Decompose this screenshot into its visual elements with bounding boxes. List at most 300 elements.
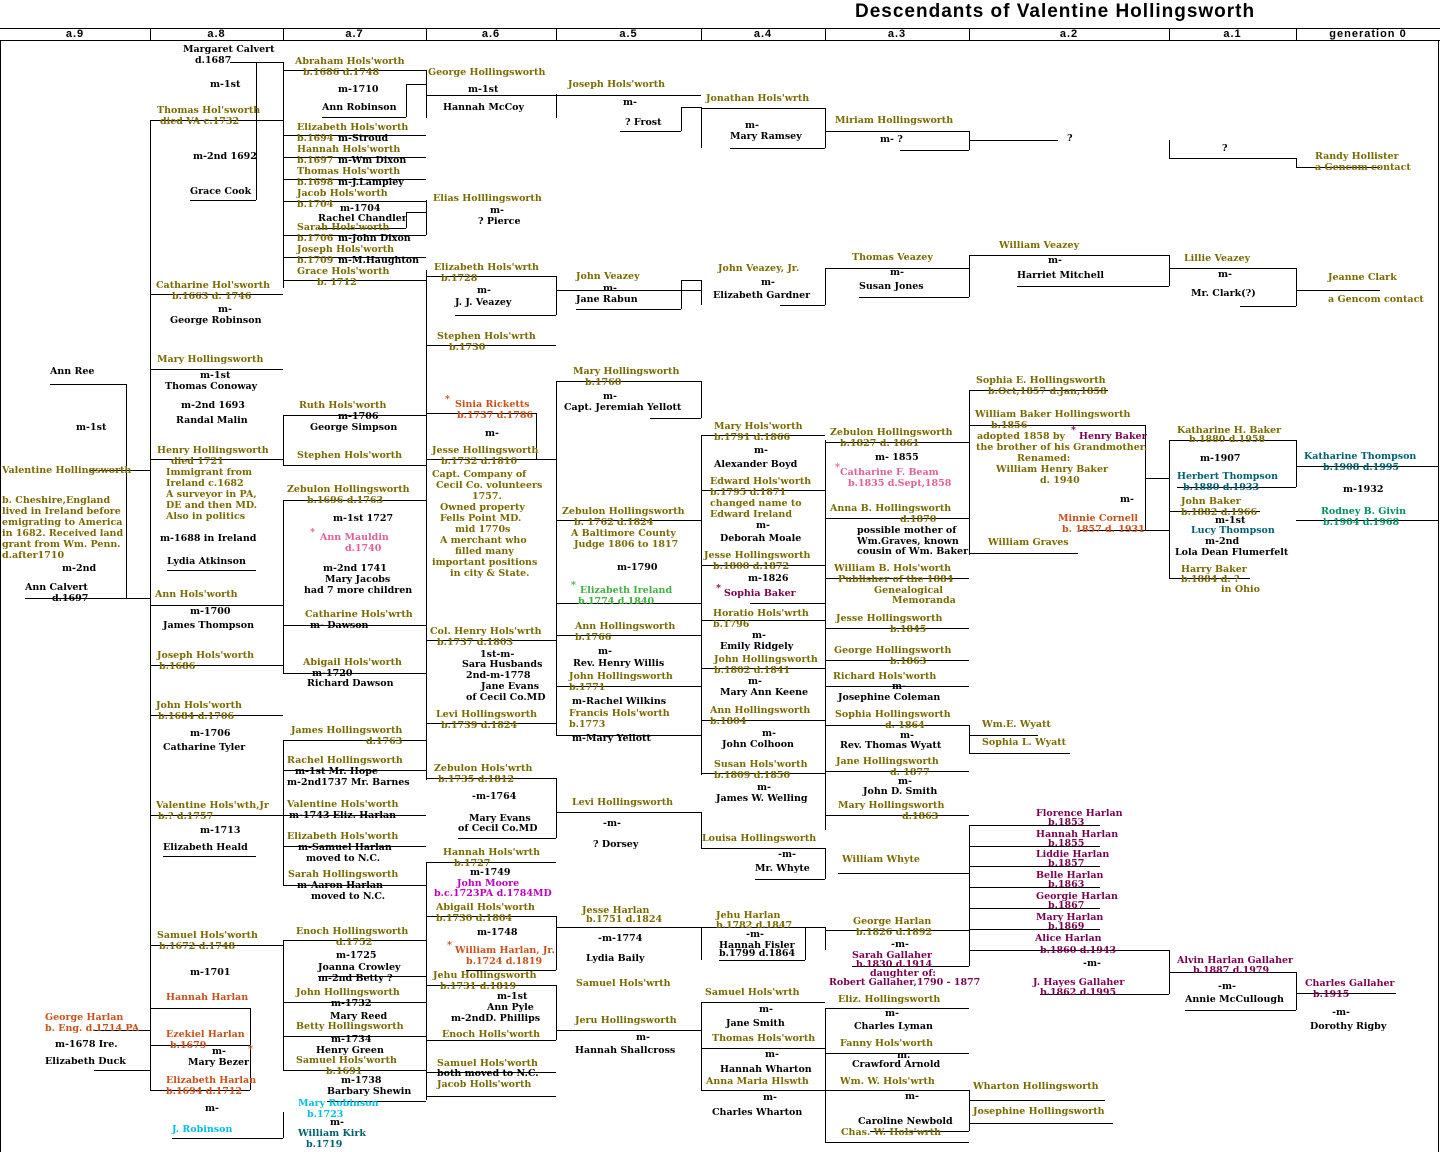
person-label: Ann Mauldin — [320, 532, 389, 543]
person-label: ? Pierce — [478, 216, 521, 227]
person-label: b.1795 d.1871 — [710, 487, 787, 498]
person-label: Josephine Coleman — [838, 692, 941, 703]
person-label: James Thompson — [163, 620, 255, 631]
person-label: b.1727 — [454, 858, 491, 869]
person-label: Stephen Hols'wrth — [437, 331, 536, 342]
person-label: Hannah Harlan — [166, 992, 249, 1003]
person-label: b.1856 — [991, 420, 1028, 431]
person-label: John Moore — [457, 878, 520, 889]
person-label: Sophia E. Hollingsworth — [976, 375, 1106, 386]
person-label: Hannah Wharton — [720, 1064, 812, 1075]
person-label: d.after1710 — [2, 550, 65, 561]
person-label: Jacob Holls'worth — [437, 1079, 532, 1090]
person-label: William Whyte — [842, 854, 920, 865]
generation-label: generation 0 — [1329, 28, 1407, 40]
person-label: Mary Hols'worth — [714, 421, 803, 432]
person-label: -m- — [778, 849, 796, 860]
person-label: b.1882 d.1966 — [1181, 507, 1258, 518]
person-label: -m- — [1332, 1007, 1350, 1018]
person-label: b.1857 — [1048, 858, 1085, 869]
person-label: b.1732 d.1810 — [441, 456, 518, 467]
person-label: Horatio Hols'wrth — [713, 608, 809, 619]
person-label: b.1915 — [1313, 989, 1350, 1000]
person-label: Sophia L. Wyatt — [982, 737, 1067, 748]
person-label: Rev. Thomas Wyatt — [840, 740, 942, 751]
person-label: b.1697 — [297, 155, 334, 166]
person-label: John D. Smith — [863, 786, 938, 797]
person-label: b.1880 d.1933 — [1183, 482, 1260, 493]
person-label: Eliz. Hollingsworth — [838, 994, 941, 1005]
generation-label: a.4 — [753, 28, 773, 40]
person-label: ? — [1222, 143, 1228, 154]
person-label: Georgie Harlan — [1036, 891, 1118, 902]
person-label: m- — [752, 630, 766, 641]
person-label: m- — [485, 428, 499, 439]
person-label: Ann Hols'worth — [155, 589, 238, 600]
person-label: Mary Robinson — [298, 1098, 379, 1109]
person-label: Jane Smith — [726, 1018, 785, 1029]
person-label: b.? d.1757 — [158, 811, 214, 822]
person-label: Zebulon Hols'wrth — [434, 763, 533, 774]
person-label: b.1908 d.1995 — [1323, 462, 1400, 473]
person-label: m-1st — [1215, 515, 1246, 526]
person-label: m-1720 — [312, 668, 353, 679]
person-label: Alvin Harlan Gallaher — [1177, 955, 1294, 966]
person-label: m-1688 in Ireland — [160, 533, 257, 544]
person-label: Judge 1806 to 1817 — [574, 539, 679, 550]
generation-label: a.3 — [887, 28, 907, 40]
person-label: m-1st — [468, 84, 499, 95]
person-label: d.1763 — [366, 736, 403, 747]
person-label: m-1st Mr. Hope — [295, 766, 378, 777]
person-label: a Gencom contact — [1315, 162, 1411, 173]
person-label: m- — [1048, 255, 1062, 266]
person-label: m- — [745, 120, 759, 131]
person-label: m-M.Haughton — [338, 255, 420, 266]
person-label: Ann Hollingsworth — [710, 705, 811, 716]
person-label: Wm.Graves, known — [857, 536, 959, 547]
person-label: b.1760 — [585, 377, 622, 388]
person-label: b.1830 d.1914 — [856, 959, 933, 970]
person-label: William Henry Baker — [996, 464, 1109, 475]
person-label: Thomas Conoway — [165, 381, 258, 392]
generation-label: a.5 — [619, 28, 638, 40]
person-label: m-1749 — [470, 867, 511, 878]
person-label: m-2nd Betty ? — [318, 973, 393, 984]
person-label: Sarah Hollingsworth — [288, 869, 399, 880]
person-label: Elizabeth Gardner — [713, 290, 811, 301]
person-label: Mr. Clark(?) — [1191, 288, 1256, 299]
person-label: b.1724 d.1819 — [466, 956, 543, 967]
person-label: Abraham Hols'worth — [295, 56, 405, 67]
person-label: A merchant who — [440, 535, 527, 546]
person-label: lived in Ireland before — [2, 506, 121, 517]
person-label: Hannah Fisler — [719, 940, 795, 951]
person-label: James Hollingsworth — [291, 725, 403, 736]
person-label: Capt. Company of — [432, 469, 527, 480]
chart-title: Descendants of Valentine Hollingsworth — [855, 1, 1256, 22]
person-label: m-1701 — [190, 967, 231, 978]
person-label: b. 1712 — [317, 277, 357, 288]
person-label: b.1730 — [449, 342, 486, 353]
person-label: Jacob Hols'worth — [297, 188, 388, 199]
person-label: cousin of Wm. Baker — [857, 546, 969, 557]
person-label: Mary Ann Keene — [720, 687, 809, 698]
person-label: Jonathan Hols'wrth — [706, 93, 810, 104]
person-label: m- — [885, 1008, 899, 1019]
person-label: Thomas Hols'worth — [297, 166, 401, 177]
person-label: m-1st — [497, 991, 528, 1002]
person-label: George Hollingsworth — [834, 645, 952, 656]
person-label: b.1887 d.1979 — [1193, 965, 1270, 976]
person-label: m- — [898, 776, 912, 787]
person-label: m-1748 — [477, 927, 518, 938]
person-label: Thomas Veazey — [852, 252, 933, 263]
generation-label: a.9 — [65, 28, 85, 40]
person-label: in city & State. — [450, 568, 530, 579]
person-label: m- — [1218, 269, 1232, 280]
generation-label: a.2 — [1059, 28, 1079, 40]
person-label: b.1739 d.1824 — [441, 720, 518, 731]
person-label: m-1734 — [331, 1034, 372, 1045]
person-label: b.1796 — [713, 619, 750, 630]
person-label: died 1721 — [171, 456, 224, 467]
person-label: Jane Rabun — [576, 294, 638, 305]
person-label: John Baker — [1181, 496, 1241, 507]
person-label: daughter of: — [870, 968, 936, 979]
person-label: Margaret Calvert — [183, 44, 275, 55]
person-label: Crawford Arnold — [852, 1059, 941, 1070]
person-label: Jehu Harlan — [716, 910, 781, 921]
person-label: possible mother of — [857, 525, 957, 536]
person-label: Ireland c.1682 — [166, 478, 244, 489]
person-label: b.1800 d.1872 — [713, 561, 790, 572]
person-label: m-1st — [76, 422, 107, 433]
person-label: filled many — [455, 546, 514, 557]
person-label: Charles Lyman — [854, 1021, 933, 1032]
person-label: Lydia Atkinson — [167, 556, 246, 567]
person-label: Elizabeth Hols'worth — [297, 122, 409, 133]
person-label: m-1706 — [338, 411, 379, 422]
person-label: b.1862 d.1995 — [1040, 987, 1117, 998]
person-label: Liddie Harlan — [1036, 849, 1110, 860]
person-label: b.1686 d.1748 — [303, 67, 380, 78]
person-label: Rachel Hollingsworth — [287, 755, 403, 766]
person-label: m-Wm Dixon — [338, 155, 407, 166]
person-label: b. 1762 d.1824 — [574, 517, 654, 528]
person-label: m- — [765, 1049, 779, 1060]
person-label: Harriet Mitchell — [1017, 270, 1104, 281]
person-label: m- — [218, 304, 232, 315]
person-label: d.1697 — [52, 593, 89, 604]
person-label: * — [835, 462, 840, 473]
person-label: died VA c.1732 — [160, 116, 240, 127]
person-label: adopted 1858 by — [977, 431, 1066, 442]
person-label: Elizabeth Hols'worth — [287, 831, 399, 842]
person-label: Mary Jacobs — [325, 574, 391, 585]
person-label: b.1735 d.1812 — [438, 774, 515, 785]
person-label: Anna Maria Hlswth — [706, 1076, 809, 1087]
person-label: b.1694 — [297, 133, 334, 144]
person-label: Zebulon Hollingsworth — [830, 427, 953, 438]
person-label: m-1678 Ire. — [55, 1039, 118, 1050]
person-label: Hannah Harlan — [1036, 829, 1119, 840]
person-label: Wharton Hollingsworth — [973, 1081, 1099, 1092]
person-label: b.1863 — [1048, 879, 1085, 890]
person-label: George Simpson — [310, 422, 398, 433]
person-label: m. — [897, 1050, 911, 1061]
person-label: m- — [205, 1103, 219, 1114]
person-label: m- — [763, 1092, 777, 1103]
person-label: Chas. W. Hols'wrth — [841, 1127, 942, 1138]
person-label: Mary Evans — [469, 813, 531, 824]
person-label: Memoranda — [892, 595, 956, 606]
person-label: Elizabeth Hols'wrth — [434, 262, 539, 273]
person-label: m- — [905, 1091, 919, 1102]
person-label: Rachel Chandler — [318, 213, 407, 224]
person-label: Elizabeth Duck — [45, 1056, 126, 1067]
person-label: Susan Jones — [859, 281, 924, 292]
person-label: Caroline Newbold — [858, 1116, 953, 1127]
person-label: Miriam Hollingsworth — [835, 115, 954, 126]
person-label: Renamed: — [1017, 453, 1071, 464]
person-label: mid 1770s — [455, 524, 511, 535]
person-label: Mr. Whyte — [755, 863, 810, 874]
person-label: Sara Husbands — [462, 659, 543, 670]
person-label: b.c.1723PA d.1784MD — [434, 888, 552, 899]
person-label: George Hollingsworth — [428, 67, 546, 78]
person-label: b. Eng. d.1714 PA — [45, 1023, 140, 1034]
person-label: m-1704 — [340, 203, 381, 214]
person-label: m-2nd 1692 — [193, 151, 257, 162]
person-label: -m- — [891, 939, 909, 950]
person-label: Elizabeth Ireland — [580, 585, 673, 596]
person-label: Grace Hols'worth — [297, 266, 390, 277]
person-label: -m- — [1083, 958, 1101, 969]
person-label: Genealogical — [874, 585, 944, 596]
person-label: William B. Hols'worth — [834, 563, 952, 574]
person-label: Thomas Hols'worth — [712, 1033, 816, 1044]
person-label: the brother of his Grandmother. — [976, 442, 1148, 453]
person-label: m-Samuel Harlan — [298, 842, 392, 853]
person-label: m-Rachel Wilkins — [572, 696, 667, 707]
person-label: Betty Hollingsworth — [296, 1021, 404, 1032]
person-label: Mary Hollingsworth — [157, 354, 264, 365]
person-label: William Graves — [988, 537, 1069, 548]
person-label: b.1782 d.1847 — [716, 920, 793, 931]
person-label: John Hollingsworth — [714, 654, 818, 665]
person-label: m- — [748, 676, 762, 687]
person-label: Thomas Hol'sworth — [157, 105, 261, 116]
person-label: d.1740 — [345, 543, 382, 554]
person-label: m-1932 — [1343, 484, 1384, 495]
person-label: moved to N.C. — [311, 891, 386, 902]
person-label: Ezekiel Harlan — [166, 1029, 245, 1040]
person-label: Levi Hollingsworth — [572, 797, 674, 808]
person-label: b.1860 d.1943 — [1040, 945, 1117, 956]
person-label: William Baker Hollingsworth — [975, 409, 1131, 420]
person-label: b.1686 — [159, 661, 196, 672]
person-label: Herbert Thompson — [1177, 471, 1279, 482]
person-label: Publisher of the 1884 — [838, 574, 954, 585]
person-label: Dorothy Rigby — [1310, 1021, 1387, 1032]
person-label: James W. Welling — [716, 793, 808, 804]
person-label: Col. Henry Hols'wrth — [430, 626, 542, 637]
person-label: Randal Malin — [176, 415, 248, 426]
person-label: b.1737 d.1803 — [437, 637, 514, 648]
person-label: b.1730 d.1804 — [436, 913, 513, 924]
person-label: b.1855 — [1048, 838, 1085, 849]
person-label: Jane Evans — [481, 681, 540, 692]
person-label: d. 1877 — [890, 767, 930, 778]
person-label: b.1719 — [306, 1139, 343, 1150]
person-label: d.1752 — [336, 937, 373, 948]
person-label: Jane Hollingsworth — [836, 756, 939, 767]
person-label: m- — [603, 283, 617, 294]
person-label: Barbary Shewin — [327, 1086, 412, 1097]
person-label: m-1st 1727 — [333, 513, 394, 524]
person-label: Richard Hols'worth — [833, 671, 937, 682]
person-label: d.1687 — [195, 55, 232, 66]
person-label: Henry Green — [316, 1045, 384, 1056]
person-label: b.1691 — [326, 1066, 363, 1077]
person-label: Samuel Hols'worth — [157, 930, 258, 941]
person-label: Edward Hols'worth — [710, 476, 812, 487]
person-label: J. Robinson — [172, 1124, 233, 1135]
person-label: important positions — [432, 557, 538, 568]
person-label: b.1696 d.1763 — [307, 495, 384, 506]
person-label: m- — [762, 728, 776, 739]
person-label: John Hollingsworth — [296, 987, 400, 998]
person-label: Joanna Crowley — [318, 962, 401, 973]
person-label: m-Aaron Harlan — [297, 880, 383, 891]
person-label: b.1663 d. 1746 — [172, 291, 252, 302]
person-label: Mary Hollingsworth — [573, 366, 680, 377]
person-label: Jesse Hollingsworth — [432, 445, 539, 456]
person-label: Mary Hollingsworth — [838, 800, 945, 811]
person-label: Grace Cook — [190, 186, 252, 197]
person-label: b.1706 — [297, 233, 334, 244]
person-label: b.1672 d.1748 — [159, 941, 236, 952]
person-label: Henry Hollingsworth — [157, 445, 269, 456]
person-label: of Cecil Co.MD — [466, 692, 546, 703]
person-label: John Veazey — [576, 271, 640, 282]
person-label: Mary Ramsey — [730, 131, 802, 142]
person-label: -m- — [603, 818, 621, 829]
person-label: Stephen Hols'worth — [297, 450, 403, 461]
person-label: b.1774 d.1840 — [578, 596, 655, 607]
person-label: b.1728 — [441, 273, 478, 284]
person-label: Harry Baker — [1181, 564, 1247, 575]
person-label: Emily Ridgely — [720, 641, 794, 652]
person-label: m- 1855 — [875, 452, 919, 463]
person-label: John Hollingsworth — [569, 671, 673, 682]
person-label: Josephine Hollingsworth — [973, 1106, 1105, 1117]
person-label: -m-1764 — [472, 791, 517, 802]
person-label: Fells Point MD. — [440, 513, 522, 524]
person-label: Susan Hols'worth — [714, 759, 808, 770]
person-label: ? Dorsey — [593, 839, 639, 850]
person-label: m-1710 — [338, 84, 379, 95]
person-label: Samuel Hols'wrth — [576, 978, 671, 989]
person-label: d.1870 — [900, 514, 937, 525]
person-label: Enoch Hollingsworth — [296, 926, 409, 937]
person-label: Alexander Boyd — [714, 459, 798, 470]
person-label: m-Mary Yellott — [572, 733, 651, 744]
person-label: Lydia Baily — [586, 953, 645, 964]
person-label: b.1773 — [569, 719, 606, 730]
person-label: b.1827 d. 1861 — [840, 438, 920, 449]
person-label: Samuel Hols'wrth — [705, 987, 800, 998]
person-label: Rodney B. Givin — [1321, 506, 1407, 517]
person-label: Valentine Hollingsworth — [2, 465, 132, 476]
person-label: b.1704 — [297, 199, 334, 210]
person-label: Joseph Hols'worth — [297, 244, 395, 255]
person-label: Annie McCullough — [1185, 994, 1284, 1005]
person-label: Jehu Hollingsworth — [433, 970, 537, 981]
person-label: Jesse Hollingsworth — [704, 550, 811, 561]
person-label: Zebulon Hollingsworth — [562, 506, 685, 517]
generation-label: a.8 — [207, 28, 226, 40]
person-label: Ann Hollingsworth — [575, 621, 676, 632]
person-label: m-1826 — [748, 573, 789, 584]
person-label: ? — [1067, 133, 1073, 144]
person-label: Katharine H. Baker — [1177, 425, 1282, 436]
person-label: Catharine Hols'wrth — [305, 609, 413, 620]
person-label: m- — [477, 285, 491, 296]
person-label: Francis Hols'worth — [569, 708, 670, 719]
person-label: b.1679 — [170, 1040, 207, 1051]
person-label: Lillie Veazey — [1184, 253, 1251, 264]
person-label: m-John Dixon — [338, 233, 411, 244]
person-label: of Cecil Co.MD — [458, 823, 538, 834]
generation-label: a.6 — [481, 28, 501, 40]
person-label: grant from Wm. Penn. — [2, 539, 121, 550]
person-label: m-1743 Eliz. Harlan — [289, 810, 397, 821]
person-label: b.1804 — [710, 716, 747, 727]
person-label: Randy Hollister — [1315, 151, 1399, 162]
person-label: Deborah Moale — [720, 533, 802, 544]
person-label: m-2nd 1741 — [323, 563, 387, 574]
person-label: Robert Gallaher,1790 - 1877 — [829, 977, 981, 988]
person-label: Sophia Baker — [724, 588, 796, 599]
person-label: m- — [756, 520, 770, 531]
person-label: J. J. Veazey — [455, 297, 512, 308]
person-label: Mary Reed — [330, 1011, 388, 1022]
person-label: Elias Holllingsworth — [433, 193, 542, 204]
person-label: -m- — [1218, 981, 1236, 992]
person-label: d. 1940 — [1040, 475, 1080, 486]
person-label: b.1826 d.1892 — [856, 927, 933, 938]
person-label: J. Hayes Gallaher — [1033, 977, 1125, 988]
person-label: Anna B. Hollingsworth — [830, 503, 952, 514]
person-label: m- — [757, 782, 771, 793]
person-label: m-2nd — [62, 563, 97, 574]
person-label: * — [445, 394, 450, 405]
generation-label: a.1 — [1223, 28, 1242, 40]
person-label: m-2nd — [1205, 536, 1240, 547]
person-label: b.1904 d.1968 — [1323, 517, 1400, 528]
person-label: William Harlan, Jr. — [455, 945, 555, 956]
person-label: m- — [212, 1046, 226, 1057]
person-label: Katharine Thompson — [1304, 451, 1417, 462]
person-label: George Robinson — [170, 315, 262, 326]
person-label: m-1st — [210, 79, 241, 90]
person-label: b.1723 — [307, 1109, 344, 1120]
person-label: Zebulon Hollingsworth — [287, 484, 410, 495]
person-label: Ann Robinson — [322, 102, 397, 113]
person-label: d.1863 — [902, 811, 939, 822]
